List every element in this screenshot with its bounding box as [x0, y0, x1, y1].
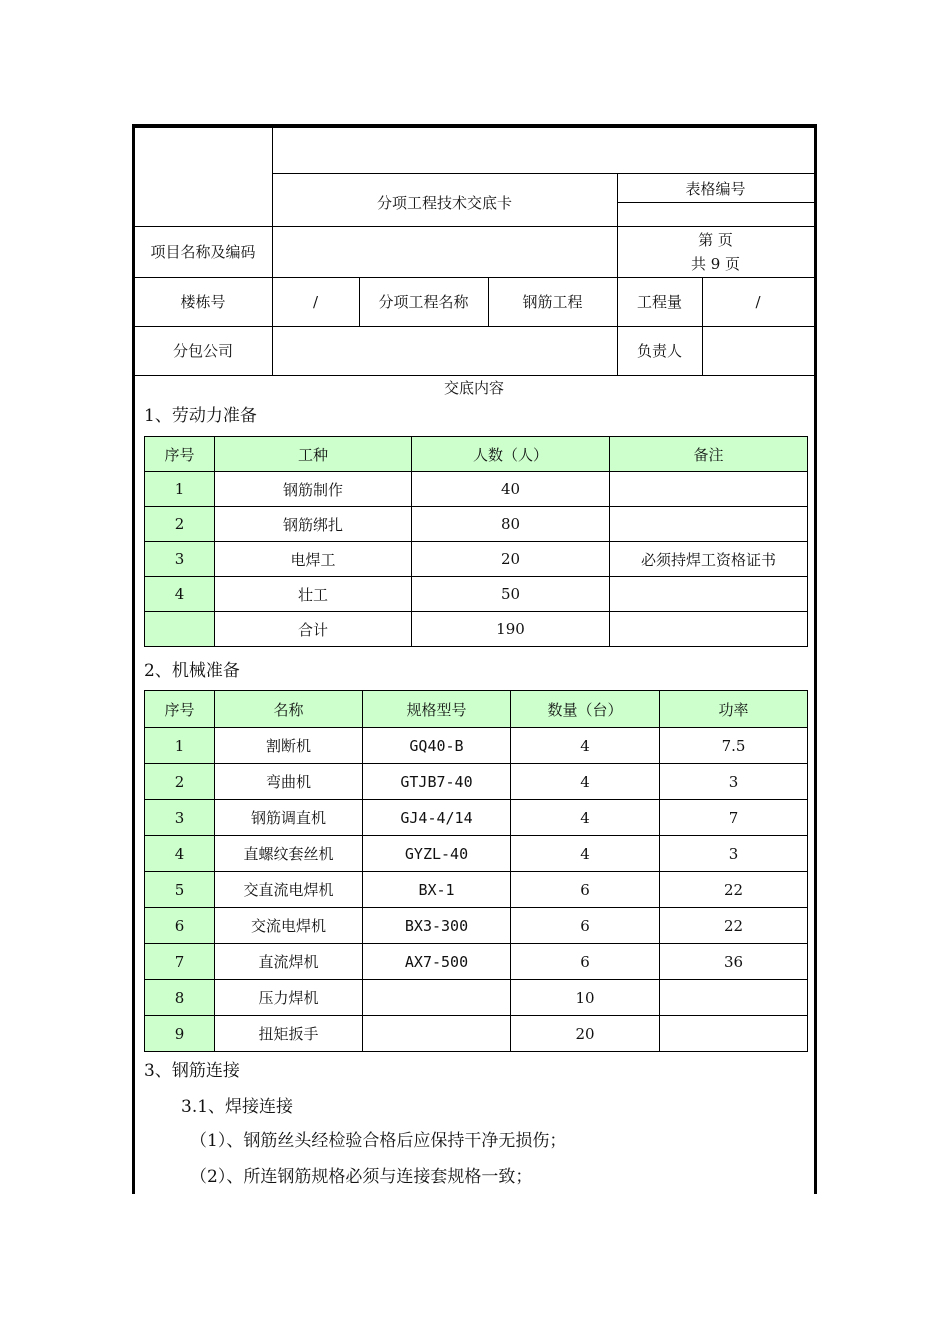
- table-cell: 1: [145, 472, 215, 507]
- header-rule: [272, 127, 273, 375]
- page-total: 共 9 页: [690, 255, 741, 273]
- table-cell: 割断机: [215, 728, 363, 764]
- table-cell: 20: [412, 542, 610, 577]
- table-cell: 扭矩扳手: [215, 1016, 363, 1052]
- table-cell: 壮工: [215, 577, 412, 612]
- quantity-value: /: [755, 292, 761, 311]
- table-cell: 6: [511, 872, 660, 908]
- table-cell: 36: [660, 944, 808, 980]
- table-row: [145, 872, 808, 908]
- table-cell: 6: [511, 944, 660, 980]
- table-row: [145, 612, 808, 647]
- table-cell: 直流焊机: [215, 944, 363, 980]
- table-cell: [610, 507, 808, 542]
- content-label: 交底内容: [443, 379, 504, 397]
- connection-heading: 3、钢筋连接: [144, 1061, 240, 1081]
- table-row: [145, 836, 808, 872]
- table-cell: [610, 577, 808, 612]
- column-header: 序号: [145, 437, 215, 472]
- table-cell: AX7-500: [363, 944, 511, 980]
- table-cell: [363, 1016, 511, 1052]
- table-cell: 2: [145, 507, 215, 542]
- column-header: 序号: [145, 691, 215, 728]
- subcontractor-label: 分包公司: [172, 341, 233, 360]
- table-header-row: [145, 437, 808, 472]
- subitem-label: 分项工程名称: [378, 292, 469, 311]
- table-cell: 50: [412, 577, 610, 612]
- header-rule: [134, 375, 814, 376]
- table-cell: 弯曲机: [215, 764, 363, 800]
- table-cell: 6: [511, 908, 660, 944]
- subitem-value: 钢筋工程: [522, 292, 583, 311]
- table-cell: 4: [511, 836, 660, 872]
- table-row: [145, 980, 808, 1016]
- paragraph-2: （2）、所连钢筋规格必须与连接套规格一致；: [190, 1167, 533, 1187]
- table-cell: GJ4-4/14: [363, 800, 511, 836]
- project-label: 项目名称及编码: [150, 242, 256, 261]
- table-cell: BX3-300: [363, 908, 511, 944]
- table-cell: GYZL-40: [363, 836, 511, 872]
- page-number: 第 页: [698, 231, 733, 249]
- column-header: 名称: [215, 691, 363, 728]
- column-header: 工种: [215, 437, 412, 472]
- table-cell: 4: [145, 577, 215, 612]
- building-value: /: [312, 292, 319, 311]
- table-cell: [660, 1016, 808, 1052]
- paragraph-1: （1）、钢筋丝头经检验合格后应保持干净无损伤；: [190, 1131, 567, 1151]
- header-rule: [617, 202, 814, 203]
- table-cell: 1: [145, 728, 215, 764]
- header-rule: [617, 226, 814, 227]
- quantity-label: 工程量: [636, 292, 682, 311]
- table-cell: 9: [145, 1016, 215, 1052]
- card-title: 分项工程技术交底卡: [376, 194, 512, 212]
- table-cell: 6: [145, 908, 215, 944]
- table-cell: 7.5: [660, 728, 808, 764]
- table-cell: 190: [412, 612, 610, 647]
- column-header: 备注: [610, 437, 808, 472]
- table-cell: [660, 980, 808, 1016]
- table-cell: GQ40-B: [363, 728, 511, 764]
- table-cell: 8: [145, 980, 215, 1016]
- table-cell: 3: [660, 764, 808, 800]
- column-header: 规格型号: [363, 691, 511, 728]
- table-cell: 22: [660, 908, 808, 944]
- table-header-row: [145, 691, 808, 728]
- table-row: [145, 1016, 808, 1052]
- column-header: 人数（人）: [412, 437, 610, 472]
- column-header: 功率: [660, 691, 808, 728]
- machines-heading: 2、机械准备: [144, 661, 240, 681]
- table-row: [145, 764, 808, 800]
- table-cell: 40: [412, 472, 610, 507]
- table-cell: 80: [412, 507, 610, 542]
- person-label: 负责人: [636, 341, 682, 360]
- welding-subheading: 3.1、焊接连接: [181, 1097, 294, 1117]
- table-cell: 22: [660, 872, 808, 908]
- table-row: [145, 507, 808, 542]
- labor-table: [144, 436, 808, 647]
- table-cell: 钢筋绑扎: [215, 507, 412, 542]
- table-cell: 10: [511, 980, 660, 1016]
- table-cell: 直螺纹套丝机: [215, 836, 363, 872]
- table-cell: 4: [511, 800, 660, 836]
- table-cell: 压力焊机: [215, 980, 363, 1016]
- table-cell: 交直流电焊机: [215, 872, 363, 908]
- table-row: [145, 577, 808, 612]
- table-row: [145, 800, 808, 836]
- table-row: [145, 472, 808, 507]
- table-row: [145, 728, 808, 764]
- table-row: [145, 908, 808, 944]
- table-cell: 4: [511, 764, 660, 800]
- machines-table: [144, 690, 808, 1052]
- form-number-label: 表格编号: [685, 179, 746, 198]
- table-cell: 3: [660, 836, 808, 872]
- table-cell: 7: [145, 944, 215, 980]
- table-cell: [610, 472, 808, 507]
- building-label: 楼栋号: [180, 292, 226, 311]
- table-cell: 5: [145, 872, 215, 908]
- header-rule: [272, 173, 814, 174]
- table-cell: 钢筋制作: [215, 472, 412, 507]
- table-cell: BX-1: [363, 872, 511, 908]
- table-row: [145, 944, 808, 980]
- header-rule: [134, 127, 814, 128]
- table-cell: GTJB7-40: [363, 764, 511, 800]
- table-row: [145, 542, 808, 577]
- column-header: 数量（台）: [511, 691, 660, 728]
- table-cell: 钢筋调直机: [215, 800, 363, 836]
- table-cell: 交流电焊机: [215, 908, 363, 944]
- table-cell: 2: [145, 764, 215, 800]
- table-cell: 4: [145, 836, 215, 872]
- table-cell: 3: [145, 542, 215, 577]
- table-cell: [145, 612, 215, 647]
- table-cell: 合计: [215, 612, 412, 647]
- labor-heading: 1、劳动力准备: [144, 406, 257, 426]
- table-cell: 电焊工: [215, 542, 412, 577]
- table-cell: 7: [660, 800, 808, 836]
- table-cell: 必须持焊工资格证书: [610, 542, 808, 577]
- table-cell: [363, 980, 511, 1016]
- table-cell: [610, 612, 808, 647]
- table-cell: 20: [511, 1016, 660, 1052]
- table-cell: 4: [511, 728, 660, 764]
- table-cell: 3: [145, 800, 215, 836]
